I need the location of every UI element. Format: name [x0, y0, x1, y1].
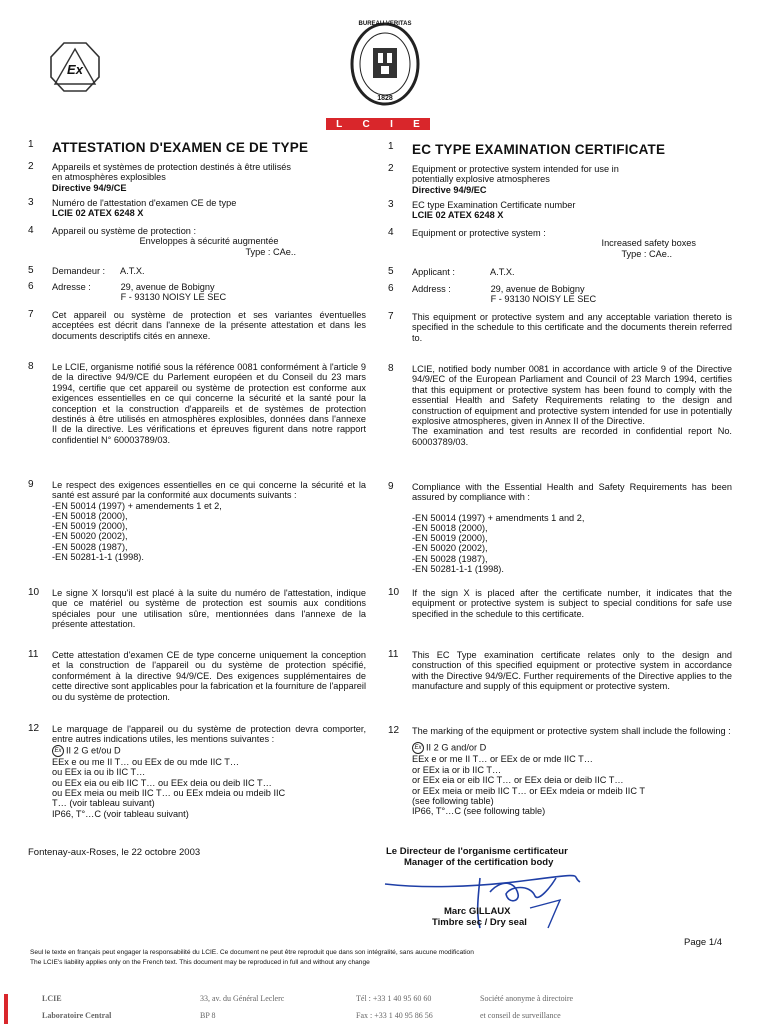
en-address-line1: 29, avenue de Bobigny — [490, 284, 585, 294]
fr-s9-text: Le respect des exigences essentielles en ce qui concerne la sécurité et la santé est assuré par la conformité aux documents suivants : — [52, 480, 366, 501]
fr-marking-6: T… (voir tableau suivant) — [52, 798, 155, 809]
fr-directive: Directive 94/9/CE — [52, 182, 127, 193]
signer-block — [432, 906, 584, 928]
bv-seal-year: 1828 — [377, 95, 393, 102]
en-marking-1: II 2 G and/or D — [426, 742, 487, 753]
ex-logo-text: Ex — [67, 62, 83, 77]
en-certificate-title: EC TYPE EXAMINATION CERTIFICATE — [412, 142, 666, 157]
fr-address-line2: F - 93130 NOISY LE SEC — [120, 292, 227, 303]
en-section-8 — [388, 364, 732, 447]
en-address-label: Address : — [412, 284, 451, 294]
list-item: -EN 50019 (2000), — [412, 533, 488, 544]
lcie-banner — [326, 118, 430, 130]
en-section-3 — [388, 200, 732, 221]
en-s4-label: Equipment or protective system : — [412, 228, 546, 238]
section-number: 9 — [28, 479, 34, 490]
en-marking-7: IP66, T°…C (see following table) — [412, 806, 546, 817]
fr-certificate-number: LCIE 02 ATEX 6248 X — [52, 208, 144, 219]
fr-marking-3: ou EEx ia ou ib IIC T… — [52, 767, 146, 778]
ex-hexagon-icon: Ex — [412, 742, 424, 754]
en-s9-text: Compliance with the Essential Health and Safety Requirements has been assured by compliance with : — [412, 482, 732, 503]
section-number: 6 — [388, 283, 394, 294]
ex-hexagon-icon: Ex — [52, 745, 64, 757]
fr-section-7 — [28, 310, 366, 341]
fr-place-date — [28, 848, 366, 858]
fr-marking-1: II 2 G et/ou D — [66, 745, 121, 756]
disclaimer-en: The LCIE's liability applies only on the French text. This document may be reproduced in full and without any change — [30, 959, 370, 966]
en-s3-label: EC type Examination Certificate number — [412, 200, 576, 210]
section-number: 2 — [388, 163, 394, 174]
section-number: 7 — [388, 311, 394, 322]
fr-section-2 — [28, 162, 366, 193]
list-item: -EN 50281-1-1 (1998). — [52, 551, 144, 562]
en-directive: Directive 94/9/EC — [412, 184, 487, 195]
section-number: 8 — [388, 363, 394, 374]
en-section-11 — [388, 650, 732, 692]
en-standards-list — [412, 513, 732, 574]
list-item: -EN 50019 (2000), — [52, 521, 128, 532]
footer-company: LCIE — [42, 994, 62, 1003]
lcie-letter: E — [413, 118, 420, 130]
en-section-2 — [388, 164, 732, 195]
fr-marking-2: EEx e ou me II T… ou EEx de ou mde IIC T… — [52, 756, 240, 767]
en-marking-4: or EEx eia or eib IIC T… or EEx deia or deib IIC T… — [412, 775, 624, 786]
list-item: -EN 50014 (1997) + amendements 1 et 2, — [52, 500, 222, 511]
section-number: 1 — [28, 139, 34, 150]
en-s10-text: If the sign X is placed after the certificate number, it indicates that the equipment or protective system is subject to special conditions for safe use specified in the schedule to this certificate. — [412, 588, 732, 619]
footer-street: 33, av. du Général Leclerc — [200, 994, 285, 1003]
section-number: 6 — [28, 281, 34, 292]
en-marking-6: (see following table) — [412, 796, 494, 807]
en-s2-line2: potentially explosive atmospheres — [412, 174, 550, 185]
disclaimer — [30, 948, 730, 968]
footer-tel: Tél : +33 1 40 95 60 60 — [356, 994, 432, 1003]
en-s8-text2: The examination and test results are recorded in confidential report No. 60003789/03. — [412, 426, 732, 447]
fr-s2-line2: en atmosphères explosibles — [52, 172, 166, 183]
list-item: -EN 50020 (2002), — [52, 531, 128, 542]
bv-seal-text: BUREAU VERITAS — [358, 21, 412, 27]
footer-fax: Fax : +33 1 40 95 86 56 — [356, 1011, 433, 1020]
section-number: 3 — [28, 197, 34, 208]
fr-section-5 — [28, 266, 366, 276]
section-number: 2 — [28, 161, 34, 172]
footer — [42, 994, 762, 1024]
fr-section-10 — [28, 588, 366, 630]
fr-certificate-title: ATTESTATION D'EXAMEN CE DE TYPE — [52, 140, 309, 155]
section-number: 4 — [388, 227, 394, 238]
list-item: -EN 50028 (1987), — [412, 553, 488, 564]
atex-ex-logo — [48, 40, 102, 94]
fr-address-line1: 29, avenue de Bobigny — [120, 282, 215, 292]
lcie-letter: C — [362, 118, 370, 130]
stamp-label: Timbre sec / Dry seal — [432, 917, 527, 928]
footer-legal-2: et conseil de surveillance — [480, 1011, 561, 1020]
section-number: 11 — [388, 649, 399, 660]
en-address-line2: F - 93130 NOISY LE SEC — [490, 294, 597, 305]
fr-s7-text: Cet appareil ou système de protection et ses variantes éventuelles acceptées est décrit dans l'annexe de la présente attestation et dans les documents descriptifs cités en annexe. — [52, 310, 366, 341]
bureau-veritas-seal — [345, 20, 425, 110]
fr-s4-label: Appareil ou système de protection : — [52, 226, 197, 236]
en-section-6 — [388, 284, 732, 305]
fr-section-9 — [28, 480, 366, 562]
list-item: -EN 50281-1-1 (1998). — [412, 563, 504, 574]
en-s7-text: This equipment or protective system and any acceptable variation thereto is specified in the schedule to this certificate and the documents therein referred to. — [412, 312, 732, 343]
footer-company-full: Laboratoire Central — [42, 1011, 112, 1020]
fr-s10-text: Le signe X lorsqu'il est placé à la suite du numéro de l'attestation, indique que ce matériel ou système de protection est soumis aux conditions spéciales pour une utilisation sûre, mentionnées dans l'annexe de la présente attestation. — [52, 588, 366, 630]
fr-address-label: Adresse : — [52, 282, 91, 292]
fr-s12-text: Le marquage de l'appareil ou du système de protection devra comporter, entre autres indications utiles, les mentions suivantes : — [52, 724, 366, 745]
fr-section-12 — [28, 724, 366, 819]
fr-marking-7: IP66, T°…C (voir tableau suivant) — [52, 808, 189, 819]
list-item: -EN 50018 (2000), — [412, 523, 488, 534]
section-number: 12 — [388, 725, 400, 736]
list-item: -EN 50020 (2002), — [412, 543, 488, 554]
footer-red-mark — [4, 994, 8, 1024]
en-equipment-type: Type : CAe.. — [621, 248, 672, 259]
section-number: 7 — [28, 309, 34, 320]
en-marking-2: EEx e or me II T… or EEx de or mde IIC T… — [412, 754, 593, 765]
footer-bp: BP 8 — [200, 1011, 216, 1020]
fr-section-3 — [28, 198, 366, 219]
list-item: -EN 50028 (1987), — [52, 541, 128, 552]
place-date: Fontenay-aux-Roses, le 22 octobre 2003 — [28, 847, 201, 858]
section-number: 1 — [388, 141, 394, 152]
en-section-10 — [388, 588, 732, 619]
en-certificate-number: LCIE 02 ATEX 6248 X — [412, 210, 504, 221]
footer-legal-1: Société anonyme à directoire — [480, 994, 574, 1003]
section-number: 12 — [28, 723, 40, 734]
fr-applicant-label: Demandeur : — [52, 266, 106, 276]
signatory-title-fr: Le Directeur de l'organisme certificateur — [386, 846, 568, 857]
fr-s8-text: Le LCIE, organisme notifié sous la référence 0081 conformément à l'article 9 de la directive 94/9/CE du Parlement européen et du Conseil du 23 mars 1994, certifie que cet appareil ou système de protection est conforme aux exigences essentielles en ce qui concerne la sécurité et la santé pour la conception et la construction d'appareils et de systèmes de protection destinés à être utilisés en atmosphères explosibles, données dans l'annexe II de la directive. Les vérifications et épreuves figurent dans notre rapport confidentiel N° 60003789/03. — [52, 362, 366, 445]
section-number: 8 — [28, 361, 34, 372]
list-item: -EN 50014 (1997) + amendments 1 and 2, — [412, 512, 585, 523]
section-number: 4 — [28, 225, 34, 236]
section-number: 11 — [28, 649, 39, 660]
fr-marking-5: ou EEx meia ou meib IIC T… ou EEx mdeia ou mdeib IIC — [52, 788, 286, 799]
fr-applicant-value: A.T.X. — [120, 266, 145, 276]
section-number: 5 — [28, 265, 34, 276]
section-number: 9 — [388, 481, 394, 492]
section-number: 3 — [388, 199, 394, 210]
en-s2-line1: Equipment or protective system intended for use in — [412, 164, 619, 174]
fr-s3-label: Numéro de l'attestation d'examen CE de type — [52, 198, 237, 208]
en-section-12 — [388, 726, 732, 817]
en-section-4 — [388, 228, 732, 259]
en-applicant-label: Applicant : — [412, 267, 455, 277]
fr-equipment-name: Enveloppes à sécurité augmentée — [139, 236, 279, 247]
en-section-5 — [388, 267, 732, 277]
list-item: -EN 50018 (2000), — [52, 511, 128, 522]
en-section-9 — [388, 482, 732, 574]
en-s11-text: This EC Type examination certificate relates only to the design and construction of this specified equipment or protective system in accordance with the Directive 94/9/EC. Further requirements of the Directive applies to the manufacture and supply of this equipment or protective system. — [412, 650, 732, 692]
lcie-letter: L — [336, 118, 343, 130]
signer-name: Marc GILLAUX — [444, 906, 511, 917]
lcie-letter: I — [390, 118, 393, 130]
fr-section-1 — [28, 140, 366, 156]
fr-standards-list — [52, 501, 366, 562]
page-number: Page 1/4 — [684, 937, 723, 948]
disclaimer-fr: Seul le texte en français peut engager la responsabilité du LCIE. Ce document ne peut être reproduit que dans son intégralité, sans aucune modification — [30, 949, 474, 956]
section-number: 10 — [28, 587, 40, 598]
en-s12-text: The marking of the equipment or protective system shall include the following : — [412, 726, 731, 736]
fr-section-6 — [28, 282, 366, 303]
en-section-1 — [388, 142, 732, 158]
fr-section-11 — [28, 650, 366, 702]
section-number: 10 — [388, 587, 400, 598]
en-marking-3: or EEx ia or ib IIC T… — [412, 764, 502, 775]
fr-s2-line1: Appareils et systèmes de protection destinés à être utilisés — [52, 162, 291, 172]
fr-s11-text: Cette attestation d'examen CE de type concerne uniquement la conception et la construction de l'appareil ou du système de protection spécifié, conformément à la directive 94/9/CE. Des exigences supplémentaires de cette directive sont applicables pour la fabrication et la fourniture de l'appareil ou du système de protection. — [52, 650, 366, 702]
en-marking-5: or EEx meia or meib IIC T… or EEx mdeia or mdeib IIC T — [412, 785, 645, 796]
fr-section-4 — [28, 226, 366, 257]
en-equipment-name: Increased safety boxes — [601, 238, 696, 249]
en-section-7 — [388, 312, 732, 343]
fr-marking-4: ou EEx eia ou eib IIC T… ou EEx deia ou deib IIC T… — [52, 777, 272, 788]
section-number: 5 — [388, 266, 394, 277]
en-s8-text: LCIE, notified body number 0081 in accordance with article 9 of the Directive 94/9/EC of the European Parliament and Council of 23 March 1994, certifies that this equipment or protective system has been found to comply with the essential Health and Safety Requirements relating to the design and construction of equipment and protective system intended for use in potentially explosive atmospheres, given in Annex II of the Directive. — [412, 364, 732, 427]
fr-equipment-type: Type : CAe.. — [245, 246, 296, 257]
fr-section-8 — [28, 362, 366, 445]
signatory-title-en: Manager of the certification body — [404, 857, 554, 868]
en-applicant-value: A.T.X. — [490, 267, 515, 277]
